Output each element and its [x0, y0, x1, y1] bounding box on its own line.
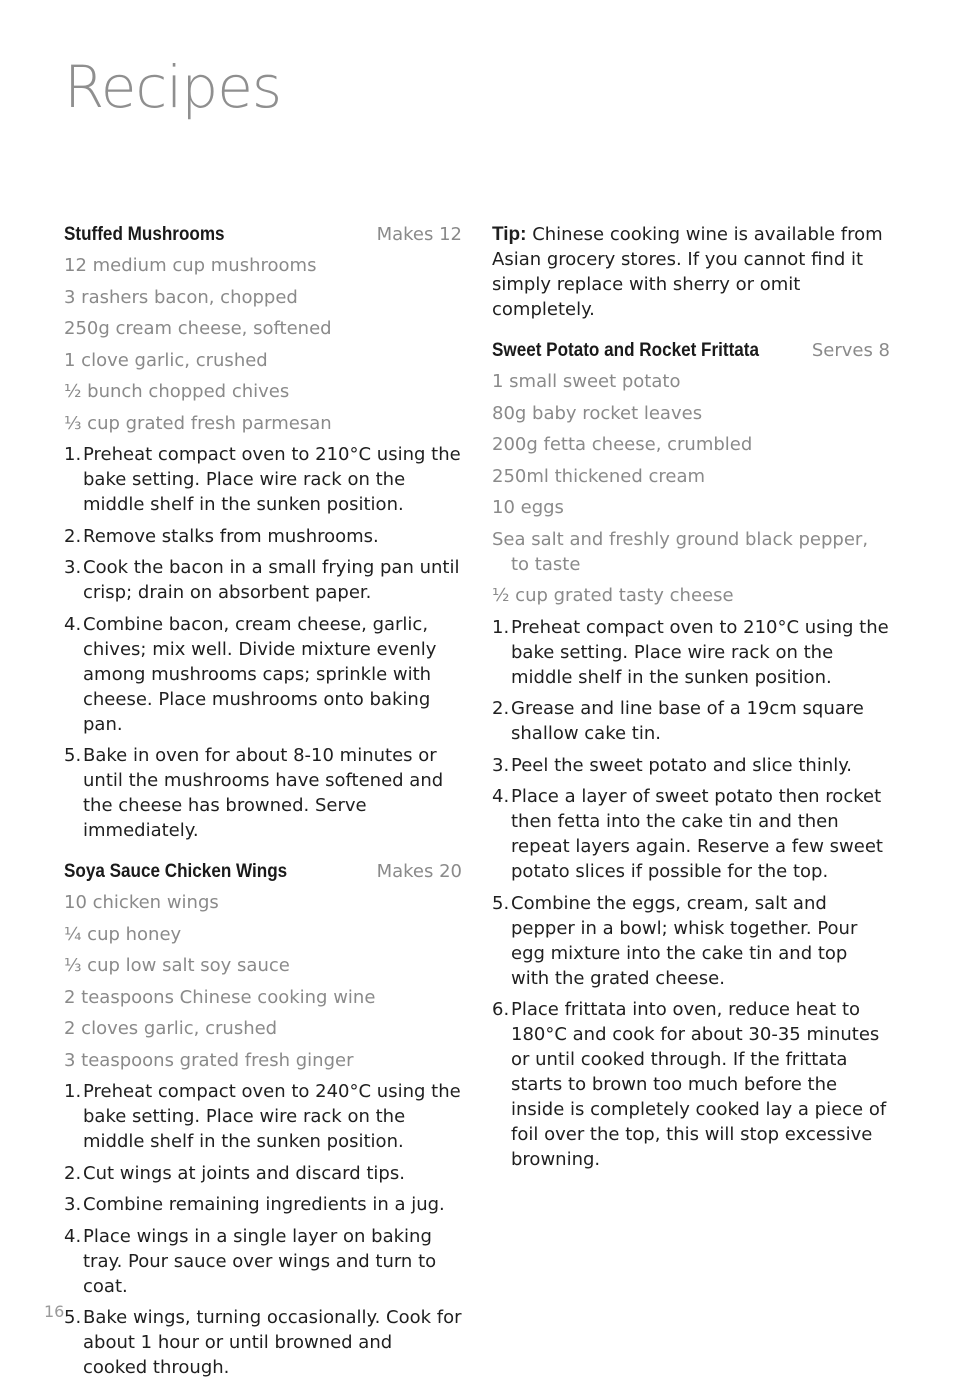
recipe-title: Soya Sauce Chicken Wings: [64, 861, 288, 882]
tip-text: Chinese cooking wine is available from Asian grocery stores. If you cannot find it simply replace with sherry or omit completely.: [492, 224, 883, 320]
step-number: 3.: [492, 754, 510, 776]
ingredient-item: 1 clove garlic, crushed: [64, 349, 268, 371]
page-number: 16: [44, 1302, 65, 1321]
recipe-stuffed-mushrooms: [64, 222, 462, 843]
recipe-yield: Makes 12: [376, 224, 462, 245]
step-text: Grease and line base of a 19cm square shallow cake tin.: [511, 698, 864, 744]
step-number: 5.: [492, 892, 510, 914]
ingredient-item: 10 chicken wings: [64, 892, 219, 913]
step-number: 2.: [492, 698, 510, 719]
page-title: Recipes: [64, 53, 282, 121]
method-step: [492, 753, 890, 778]
step-number: 3.: [64, 557, 82, 578]
step-number: 5.: [64, 1307, 82, 1328]
step-text: Preheat compact oven to 210°C using the bake setting. Place wire rack on the middle shelf in the sunken position.: [83, 444, 461, 515]
step-number: 6.: [492, 999, 510, 1020]
recipe-header: [64, 859, 462, 884]
step-number: 2.: [64, 525, 82, 547]
ingredient-item: 250g cream cheese, softened: [64, 318, 332, 339]
ingredient-item: 12 medium cup mushrooms: [64, 255, 317, 276]
recipe-title: Stuffed Mushrooms: [64, 224, 225, 245]
method-step: [64, 612, 462, 737]
step-number: 1.: [64, 1081, 82, 1102]
ingredient-item: 200g fetta cheese, crumbled: [492, 434, 753, 455]
ingredient-item: ½ bunch chopped chives: [64, 381, 290, 402]
ingredient-item: 250ml thickened cream: [492, 465, 706, 487]
ingredient-item: 1 small sweet potato: [492, 371, 681, 392]
step-number: 4.: [492, 786, 510, 807]
step-text: Bake wings, turning occasionally. Cook for about 1 hour or until browned and cooked through.: [83, 1307, 462, 1378]
method-step: [64, 1305, 462, 1380]
ingredient-item: ¼ cup honey: [64, 923, 182, 945]
step-text: Cut wings at joints and discard tips.: [83, 1162, 405, 1184]
step-text: Preheat compact oven to 240°C using the bake setting. Place wire rack on the middle shelf in the sunken position.: [83, 1081, 461, 1152]
ingredient-item: ⅓ cup grated fresh parmesan: [64, 412, 332, 434]
ingredient-item: Sea salt and freshly ground black pepper, to taste: [492, 528, 869, 575]
method-step: [64, 743, 462, 843]
step-text: Combine bacon, cream cheese, garlic, chives; mix well. Divide mixture evenly among mushrooms caps; sprinkle with cheese. Place mushrooms onto baking pan.: [83, 613, 437, 735]
ingredient-list: [492, 369, 890, 608]
method-steps: [492, 615, 890, 1173]
step-text: Preheat compact oven to 210°C using the bake setting. Place wire rack on the middle shelf in the sunken position.: [511, 616, 889, 688]
ingredient-item: 2 teaspoons Chinese cooking wine: [64, 986, 376, 1008]
step-number: 4.: [64, 1225, 82, 1247]
recipe-sweet-potato-rocket-frittata: [492, 338, 890, 1172]
step-text: Bake in oven for about 8-10 minutes or until the mushrooms have softened and the cheese has browned. Serve immediately.: [83, 745, 444, 841]
step-number: 4.: [64, 613, 82, 635]
tip: [492, 222, 890, 322]
ingredient-item: 3 rashers bacon, chopped: [64, 286, 298, 308]
recipe-yield: Serves 8: [811, 340, 890, 361]
ingredient-list: [64, 890, 462, 1073]
method-step: [492, 615, 890, 690]
step-number: 1.: [492, 616, 510, 638]
step-number: 2.: [64, 1162, 82, 1184]
method-step: [64, 1224, 462, 1299]
step-text: Combine remaining ingredients in a jug.: [83, 1194, 445, 1215]
step-text: Place a layer of sweet potato then rocket then fetta into the cake tin and then repeat layers again. Reserve a few sweet potato slices if possible for the top.: [511, 786, 883, 882]
method-step: [64, 524, 462, 549]
ingredient-item: ⅓ cup low salt soy sauce: [64, 955, 290, 976]
step-text: Place wings in a single layer on baking tray. Pour sauce over wings and turn to coat.: [83, 1225, 437, 1297]
step-text: Peel the sweet potato and slice thinly.: [511, 754, 853, 776]
tip-label: Tip:: [492, 224, 527, 245]
recipe-yield: Makes 20: [376, 861, 462, 882]
recipe-title: Sweet Potato and Rocket Frittata: [492, 340, 760, 361]
step-number: 5.: [64, 745, 82, 766]
step-text: Place frittata into oven, reduce heat to 180°C and cook for about 30-35 minutes or until cooked through. If the frittata starts to brown too much before the inside is completely cooked lay a piece of foil over the top, this will stop excessive browning.: [511, 999, 887, 1170]
step-text: Combine the eggs, cream, salt and pepper in a bowl; whisk together. Pour egg mixture into the cake tin and top with the grated cheese.: [511, 892, 858, 989]
recipe-soya-sauce-chicken-wings: [64, 859, 462, 1380]
ingredient-item: 2 cloves garlic, crushed: [64, 1018, 278, 1039]
method-steps: [64, 1079, 462, 1380]
method-step: [64, 1161, 462, 1186]
right-column: [492, 222, 890, 1188]
method-step: [492, 696, 890, 746]
method-step: [64, 1079, 462, 1154]
ingredient-item: ½ cup grated tasty cheese: [492, 585, 734, 606]
step-number: 3.: [64, 1194, 82, 1215]
method-step: [64, 555, 462, 605]
method-step: [492, 784, 890, 884]
recipe-header: [64, 222, 462, 247]
step-text: Remove stalks from mushrooms.: [83, 525, 379, 547]
ingredient-list: [64, 253, 462, 436]
step-number: 1.: [64, 444, 82, 465]
ingredient-item: 3 teaspoons grated fresh ginger: [64, 1049, 354, 1071]
method-step: [64, 442, 462, 517]
recipe-header: [492, 338, 890, 363]
ingredient-item: 10 eggs: [492, 497, 564, 518]
step-text: Cook the bacon in a small frying pan until crisp; drain on absorbent paper.: [83, 557, 460, 603]
method-step: [492, 997, 890, 1172]
method-step: [64, 1192, 462, 1217]
ingredient-item: 80g baby rocket leaves: [492, 402, 703, 424]
method-step: [492, 891, 890, 991]
left-column: [64, 222, 462, 1396]
method-steps: [64, 442, 462, 843]
